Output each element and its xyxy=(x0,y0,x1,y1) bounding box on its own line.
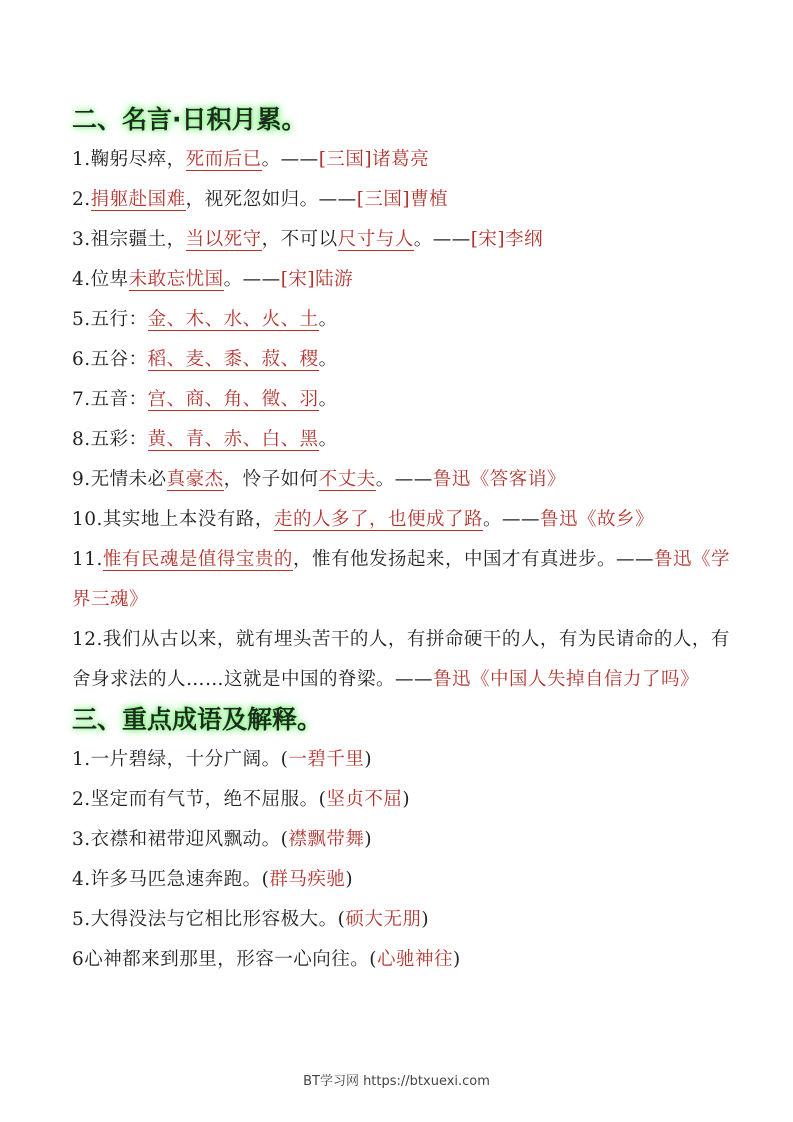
quote-answer: 惟有民魂是值得宝贵的 xyxy=(102,549,293,570)
quote-answer: 不丈夫 xyxy=(318,469,376,490)
quote-line-12 xyxy=(72,620,732,700)
quote-source: [宋]李纲 xyxy=(470,229,544,250)
quote-text: 。—— xyxy=(413,229,471,250)
idiom-line-5 xyxy=(72,900,732,940)
idiom-paren: ) xyxy=(364,749,373,770)
idiom-answer: 襟飘带舞 xyxy=(288,829,365,850)
quote-text: ，惟有他发扬起来，中国才有真进步。—— xyxy=(292,549,654,570)
quote-text: 10.其实地上本没有路， xyxy=(72,509,274,530)
idiom-paren: ) xyxy=(345,869,354,890)
quote-answer: 宫、商、角、徵、羽 xyxy=(147,389,319,410)
idiom-definition: 5.大得没法与它相比形容极大。( xyxy=(72,909,346,930)
quote-line-3 xyxy=(72,220,732,260)
quote-text: ，视死忽如归。—— xyxy=(185,189,357,210)
quote-source: [三国]诸葛亮 xyxy=(318,149,430,170)
idiom-paren: ) xyxy=(421,909,430,930)
idiom-answer: 硕大无朋 xyxy=(345,909,422,930)
quote-line-10 xyxy=(72,500,732,540)
quote-text: 。 xyxy=(318,309,338,330)
quote-text: 1.鞠躬尽瘁， xyxy=(72,149,186,170)
quote-answer: 黄、青、赤、白、黑 xyxy=(147,429,319,450)
idiom-paren: ) xyxy=(364,829,373,850)
idiom-paren: ) xyxy=(402,789,411,810)
quote-line-5 xyxy=(72,300,732,340)
idiom-definition: 6心神都来到那里，形容一心向往。( xyxy=(72,949,377,970)
idiom-line-2 xyxy=(72,780,732,820)
quote-text: 7.五音： xyxy=(72,389,148,410)
quote-text: 。 xyxy=(318,429,338,450)
quote-text: 9.无情未必 xyxy=(72,469,167,490)
quote-answer: 当以死守 xyxy=(185,229,262,250)
quote-answer: 走的人多了，也便成了路 xyxy=(273,509,483,530)
idiom-answer: 群马疾驰 xyxy=(269,869,346,890)
quote-answer: 捐躯赴国难 xyxy=(90,189,186,210)
quote-text: 。 xyxy=(318,389,338,410)
idiom-answer: 坚贞不屈 xyxy=(326,789,403,810)
quote-source: 鲁迅《学界三魂》 xyxy=(72,549,730,610)
quote-text: 。—— xyxy=(223,269,281,290)
quote-text: 5.五行： xyxy=(72,309,148,330)
quote-text: 3.祖宗疆土， xyxy=(72,229,186,250)
quote-line-11 xyxy=(72,540,732,620)
quote-answer: 金、木、水、火、土 xyxy=(147,309,319,330)
idiom-line-3 xyxy=(72,820,732,860)
idiom-answer: 心驰神往 xyxy=(377,949,454,970)
quote-text: 。—— xyxy=(375,469,433,490)
quote-text: 8.五彩： xyxy=(72,429,148,450)
quote-text: 6.五谷： xyxy=(72,349,148,370)
quote-source: 鲁迅《故乡》 xyxy=(539,509,654,530)
quote-text: 12.我们从古以来，就有埋头苦干的人，有拼命硬干的人，有为民请命的人，有舍身求法的人……这就是中国的脊梁。—— xyxy=(72,629,730,690)
section-heading-quotes: 二、名言·日积月累。 xyxy=(72,105,307,134)
quote-source: [宋]陆游 xyxy=(280,269,354,290)
idiom-definition: 3.衣襟和裙带迎风飘动。( xyxy=(72,829,289,850)
quote-text: 。—— xyxy=(261,149,319,170)
quote-line-8 xyxy=(72,420,732,460)
quote-source: [三国]曹植 xyxy=(356,189,449,210)
page-footer: BT学习网 https://btxuexi.com xyxy=(303,1074,490,1089)
idiom-answer: 一碧千里 xyxy=(288,749,365,770)
quote-text: 11. xyxy=(72,549,103,570)
quote-answer: 真豪杰 xyxy=(166,469,224,490)
quote-line-9 xyxy=(72,460,732,500)
quote-line-6 xyxy=(72,340,732,380)
idiom-line-1 xyxy=(72,740,732,780)
quote-answer: 死而后已 xyxy=(185,149,262,170)
quote-text: 。—— xyxy=(482,509,540,530)
quote-text: 2. xyxy=(72,189,91,210)
idiom-definition: 2.坚定而有气节，绝不屈服。( xyxy=(72,789,327,810)
section-heading-idioms: 三、重点成语及解释。 xyxy=(72,705,323,734)
idiom-definition: 1.一片碧绿，十分广阔。( xyxy=(72,749,289,770)
idiom-paren: ) xyxy=(453,949,461,970)
quote-line-7 xyxy=(72,380,732,420)
document-page xyxy=(72,100,732,980)
idiom-definition: 4.许多马匹急速奔跑。( xyxy=(72,869,270,890)
quote-line-1 xyxy=(72,140,732,180)
idiom-line-6 xyxy=(72,940,732,980)
quote-line-2 xyxy=(72,180,732,220)
quote-text: ，怜子如何 xyxy=(223,469,319,490)
quote-text: 4.位卑 xyxy=(72,269,129,290)
quote-answer: 尺寸与人 xyxy=(337,229,414,250)
quote-text: ，不可以 xyxy=(261,229,338,250)
idiom-line-4 xyxy=(72,860,732,900)
quote-line-4 xyxy=(72,260,732,300)
quote-text: 。 xyxy=(318,349,338,370)
quote-answer: 稻、麦、黍、菽、稷 xyxy=(147,349,319,370)
quote-answer: 未敢忘忧国 xyxy=(128,269,224,290)
quote-source: 鲁迅《中国人失掉自信力了吗》 xyxy=(433,669,700,690)
quote-source: 鲁迅《答客诮》 xyxy=(432,469,566,490)
